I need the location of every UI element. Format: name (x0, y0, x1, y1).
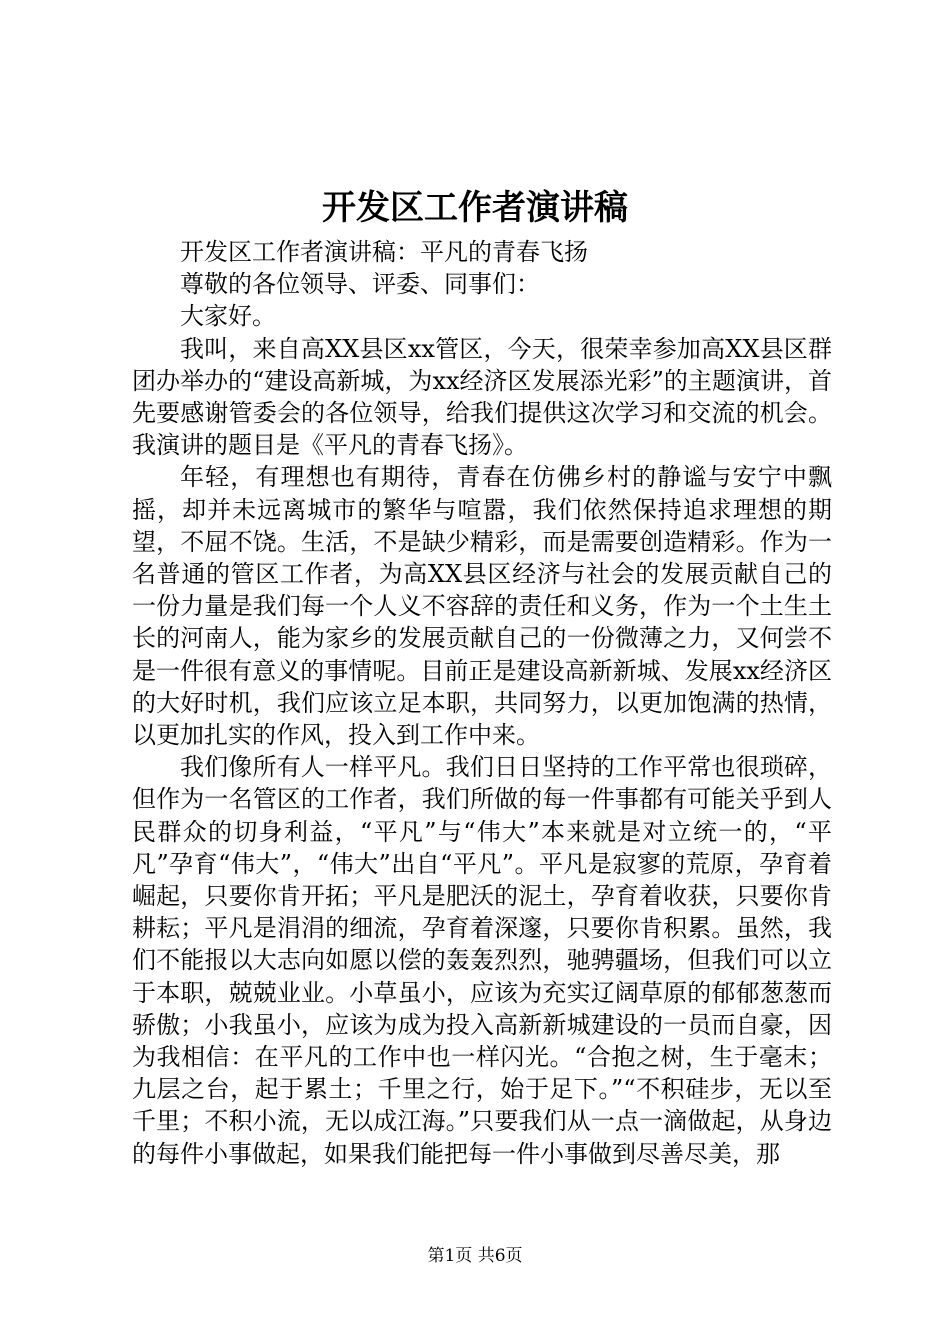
paragraph-subtitle: 开发区工作者演讲稿：平凡的青春飞扬 (180, 238, 588, 266)
document-title: 开发区工作者演讲稿 (322, 188, 628, 228)
paragraph-introduction: 我叫，来自高XX县区xx管区，今天，很荣幸参加高XX县区群团办举办的“建设高新城，为xx经济区发展添光彩”的主题演讲，首先要感谢管委会的各位领导，给我们提供这次学习和交流的机会。我演讲的题目是《平凡的青春飞扬》。 (132, 334, 832, 460)
paragraph-ordinary: 我们像所有人一样平凡。我们日日坚持的工作平常也很琐碎，但作为一名管区的工作者，我们所做的每一件事都有可能关乎到人民群众的切身利益，“平凡”与“伟大”本来就是对立统一的，“平凡”孕育“伟大”，“伟大”出自“平凡”。平凡是寂寥的荒原，孕育着崛起，只要你肯开拓；平凡是肥沃的泥土，孕育着收获，只要你肯耕耘；平凡是涓涓的细流，孕育着深邃，只要你肯积累。虽然，我们不能报以大志向如愿以偿的轰轰烈烈，驰骋疆场，但我们可以立于本职，兢兢业业。小草虽小，应该为充实辽阔草原的郁郁葱葱而骄傲；小我虽小，应该为成为投入高新新城建设的一员而自豪，因为我相信：在平凡的工作中也一样闪光。“合抱之树，生于毫末；九层之台，起于累土；千里之行，始于足下。”“不积硅步，无以至千里；不积小流，无以成江海。”只要我们从一点一滴做起，从身边的每件小事做起，如果我们能把每一件小事做到尽善尽美，那 (132, 753, 832, 1168)
paragraph-youth: 年轻，有理想也有期待，青春在仿佛乡村的静谧与安宁中飘摇，却并未远离城市的繁华与喧嚣，我们依然保持追求理想的期望，不屈不饶。生活，不是缺少精彩，而是需要创造精彩。作为一名普通的管区工作者，为高XX县区经济与社会的发展贡献自己的一份力量是我们每一个人义不容辞的责任和义务，作为一个土生土长的河南人，能为家乡的发展贡献自己的一份微薄之力，又何尝不是一件很有意义的事情呢。目前正是建设高新新城、发展xx经济区的大好时机，我们应该立足本职，共同努力，以更加饱满的热情，以更加扎实的作风，投入到工作中来。 (132, 463, 832, 750)
paragraph-salutation: 尊敬的各位领导、评委、同事们： (180, 270, 540, 299)
page-number-footer: 第1页 共6页 (427, 1246, 523, 1266)
document-body (132, 236, 832, 1170)
paragraph-greeting: 大家好。 (180, 302, 276, 331)
